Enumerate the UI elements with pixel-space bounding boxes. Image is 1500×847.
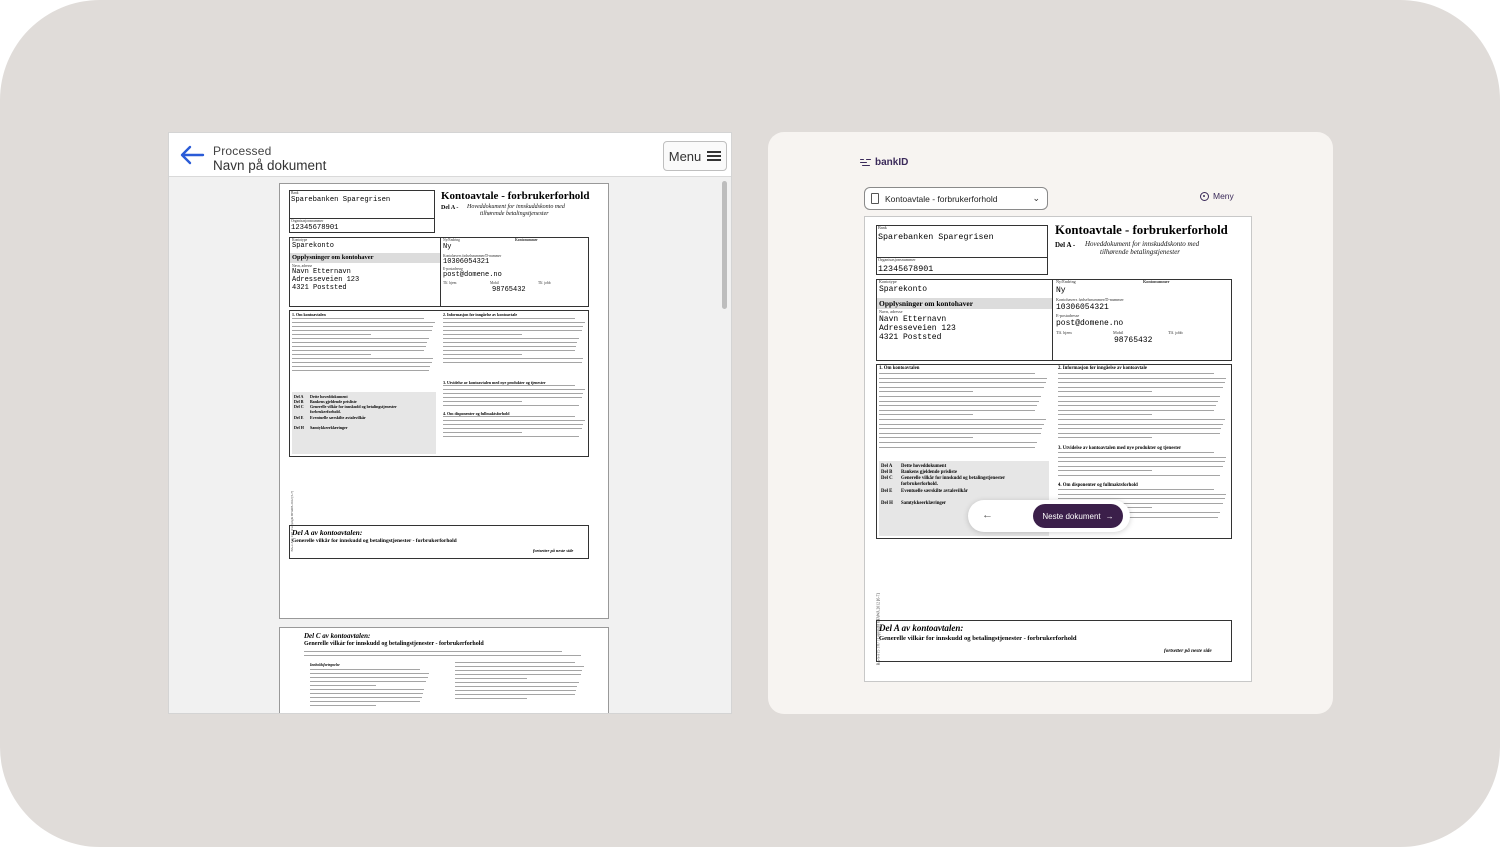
previous-document-icon[interactable]: ←: [982, 509, 993, 521]
del-c-label: Del C: [881, 476, 893, 481]
del-c-label: Del C: [294, 404, 304, 409]
fnr-value: 10306054321: [443, 258, 490, 266]
next-document-label: Neste dokument: [1042, 511, 1101, 521]
endring-value: Ny: [443, 243, 452, 251]
del-b-label: Del B: [294, 399, 304, 404]
bank-name: Sparebanken Sparegrisen: [878, 232, 994, 242]
text-line: [304, 651, 562, 652]
next-document-button[interactable]: [1033, 504, 1123, 528]
text-line: [455, 690, 576, 691]
document-title: Kontoavtale - forbrukerforhold: [1055, 223, 1228, 237]
bank-label: Bank: [291, 191, 299, 195]
tlf-label: Tlf. hjem: [443, 281, 457, 285]
bank-name: Sparebanken Sparegrisen: [291, 196, 391, 204]
bankid-brand: bankID: [875, 157, 909, 168]
chevron-down-icon: ⌄: [1032, 193, 1040, 203]
mobil-value: 98765432: [1114, 336, 1153, 345]
bank-label: Bank: [878, 225, 887, 230]
text-line: [443, 393, 583, 394]
text-line: [1058, 466, 1223, 467]
document-page-1: [279, 183, 609, 619]
text-line: [310, 697, 422, 698]
bankid-logo: [860, 157, 908, 168]
text-line: [443, 322, 585, 323]
text-line: [443, 326, 583, 327]
text-line: [292, 326, 433, 327]
text-line: [443, 330, 582, 331]
opplysninger-heading: Opplysninger om kontohaver: [879, 299, 974, 308]
text-line: [879, 414, 973, 415]
text-line: [292, 346, 426, 347]
navn-label: Navn, adresse: [879, 309, 903, 314]
document-preview: [864, 216, 1252, 682]
document-navigation: [968, 500, 1130, 532]
text-line: [455, 674, 581, 675]
meny-button[interactable]: [1200, 191, 1234, 201]
text-line: [455, 698, 527, 699]
text-line: [292, 350, 424, 351]
page2-subheading: Generelle vilkår for innskudd og betalingstjenester - forbrukerforhold: [304, 641, 484, 647]
text-line: [879, 396, 1041, 397]
fnr-label: Kontohavers fødselsnummer/D-nummer: [443, 254, 502, 258]
text-line: [292, 358, 433, 359]
text-line: [292, 342, 427, 343]
text-line: [443, 342, 577, 343]
text-line: [1058, 494, 1226, 495]
opplysninger-heading: Opplysninger om kontohaver: [292, 254, 374, 261]
bankid-signing-panel: [768, 132, 1333, 714]
text-line: [292, 362, 432, 363]
text-line: [310, 689, 424, 690]
del-c-text-2: forbrukerforhold.: [901, 482, 938, 487]
tlf-jobb-label: Tlf. jobb: [1168, 330, 1183, 335]
menu-button-label: Menu: [668, 148, 702, 164]
poststed-value: 4321 Poststed: [292, 284, 347, 292]
document-subtitle-2: tilhørende betalingstjenester: [480, 211, 549, 217]
tlf-jobb-label: Tlf. jobb: [538, 281, 551, 285]
text-line: [455, 694, 575, 695]
meny-label: Meny: [1213, 191, 1234, 201]
org-label: Organisasjonsnummer: [291, 219, 324, 223]
text-line: [879, 401, 1039, 402]
del-h-text: Samtykkeerklæringer: [901, 501, 947, 506]
document-page-2: [279, 627, 609, 714]
page2-toc: Innholdsfortegnelse: [310, 663, 340, 667]
epost-label: E-postadresse: [443, 267, 463, 271]
arrow-right-icon: →: [1105, 511, 1114, 521]
text-line: [443, 432, 522, 433]
text-line: [879, 410, 1035, 411]
tlf-label: Tlf. hjem: [1056, 330, 1072, 335]
document-name: Navn på dokument: [213, 158, 327, 173]
text-line: [1058, 452, 1214, 453]
section-4-heading: 4. Om disponenter og fullmaktsforhold: [1058, 483, 1138, 488]
text-line: [443, 362, 582, 363]
del-a-text: Dette hoveddokument: [901, 464, 947, 469]
text-line: [1058, 433, 1220, 434]
text-line: [443, 401, 522, 402]
hamburger-icon: [707, 151, 721, 161]
text-line: [443, 397, 582, 398]
text-line: [1058, 457, 1226, 458]
del-c-text: Generelle vilkår for innskudd og betalingstjenester: [901, 476, 1006, 481]
text-line: [310, 685, 376, 686]
text-line: [310, 677, 428, 678]
text-line: [1058, 475, 1220, 476]
text-line: [1058, 428, 1221, 429]
text-line: [1058, 378, 1226, 379]
del-a-label: Del A: [294, 394, 304, 399]
text-line: [443, 405, 579, 406]
section-2-heading: 2. Informasjon før inngåelse av kontoavtale: [1058, 366, 1147, 371]
text-line: [1058, 396, 1220, 397]
kontonummer-label: Kontonummer: [1143, 279, 1170, 284]
kontonummer-label: Kontonummer: [515, 238, 538, 242]
bankid-mark-icon: [860, 159, 872, 167]
gear-icon: [1200, 192, 1209, 201]
del-e-label: Del E: [294, 415, 304, 420]
text-line: [1058, 437, 1152, 438]
text-line: [455, 662, 575, 663]
navn-value: Navn Etternavn: [879, 315, 947, 324]
del-h-text: Samtykkeerklæringer: [310, 425, 348, 430]
side-print-text: BA-x-F15 1/07 | Copyright BFAWA 2012 [6-7]: [876, 593, 881, 666]
text-line: [455, 678, 527, 679]
text-line: [292, 338, 429, 339]
text-line: [1058, 373, 1214, 374]
footer-heading: Del A av kontoavtalen:: [879, 623, 964, 633]
scrollbar[interactable]: [722, 181, 727, 309]
text-line: [310, 669, 420, 670]
side-print-text: BA-x-F15 1/07 | Copyright BFAWA 2012 [6-7]: [289, 491, 294, 552]
document-subtitle-prefix: Del A -: [1055, 241, 1076, 249]
kontotype-value: Sparekonto: [879, 285, 928, 294]
text-line: [292, 318, 424, 319]
mobil-label: Mobil: [490, 281, 499, 285]
section-3-heading: 3. Utvidelse av kontoavtalen med nye produkter og tjenester: [1058, 446, 1182, 451]
del-a-text: Dette hoveddokument: [310, 394, 348, 399]
section-2-heading: 2. Informasjon før inngåelse av kontoavtale: [443, 312, 518, 317]
text-line: [1058, 470, 1152, 471]
document-subtitle: Hoveddokument for innskuddskonto med: [467, 204, 565, 210]
mobil-value: 98765432: [492, 286, 526, 294]
text-line: [1058, 401, 1218, 402]
document-select-value: Kontoavtale - forbrukerforhold: [885, 193, 998, 204]
text-line: [1058, 414, 1152, 415]
epost-label: E-postadresse: [1056, 313, 1080, 318]
epost-value: post@domene.no: [1056, 319, 1124, 328]
text-line: [443, 436, 579, 437]
fnr-label: Kontohavers fødselsnummer/D-nummer: [1056, 297, 1124, 302]
document-file-icon: [871, 193, 879, 204]
text-line: [443, 318, 575, 319]
text-line: [879, 382, 1046, 383]
text-line: [292, 366, 430, 367]
footer-subheading: Generelle vilkår for innskudd og betalingstjenester - forbrukerforhold: [879, 635, 1077, 642]
text-line: [879, 405, 1037, 406]
text-line: [304, 655, 581, 656]
text-line: [879, 424, 1044, 425]
del-e-label: Del E: [881, 489, 893, 494]
text-line: [455, 682, 579, 683]
text-line: [310, 705, 376, 706]
del-b-text: Bankens gjeldende prisliste: [310, 399, 357, 404]
text-line: [879, 373, 1035, 374]
text-line: [443, 334, 522, 335]
text-line: [443, 424, 583, 425]
text-line: [443, 420, 585, 421]
text-line: [1058, 419, 1225, 420]
text-line: [879, 437, 973, 438]
section-3-heading: 3. Utvidelse av kontoavtalen med nye produkter og tjenester: [443, 380, 546, 385]
kontotype-label: Kontotype: [292, 238, 308, 242]
text-line: [443, 428, 582, 429]
text-line: [879, 447, 1035, 448]
text-line: [443, 358, 583, 359]
section-1-heading: 1. Om kontoavtalen: [292, 312, 326, 317]
text-line: [292, 330, 432, 331]
del-e-text: Eventuelle særskilte avtalevilkår: [310, 415, 366, 420]
navn-value: Navn Etternavn: [292, 268, 351, 276]
org-number: 12345678901: [291, 224, 339, 232]
footer-continued: fortsetter på neste side: [533, 548, 574, 553]
del-b-text: Bankens gjeldende prisliste: [901, 470, 957, 475]
org-number: 12345678901: [878, 264, 934, 274]
footer-heading: Del A av kontoavtalen:: [292, 528, 363, 537]
text-line: [1058, 424, 1223, 425]
endring-value: Ny: [1056, 286, 1066, 295]
page2-heading: Del C av kontoavtalen:: [304, 632, 371, 640]
document-title: Kontoavtale - forbrukerforhold: [441, 190, 590, 202]
text-line: [443, 338, 579, 339]
document-select[interactable]: [864, 187, 1048, 210]
text-line: [443, 350, 575, 351]
text-line: [1058, 382, 1225, 383]
text-line: [1058, 489, 1214, 490]
document-subtitle: Hoveddokument for innskuddskonto med: [1085, 240, 1200, 248]
adresse-value: Adresseveien 123: [292, 276, 360, 284]
del-h-label: Del H: [881, 501, 893, 506]
text-line: [879, 391, 973, 392]
org-label: Organisasjonsnummer: [878, 257, 916, 262]
text-line: [879, 428, 1042, 429]
back-arrow-icon[interactable]: [179, 144, 205, 166]
del-b-label: Del B: [881, 470, 893, 475]
text-line: [292, 322, 435, 323]
text-line: [310, 693, 423, 694]
text-line: [292, 334, 371, 335]
kontotype-label: Kontotype: [879, 279, 897, 284]
text-line: [879, 419, 1046, 420]
fnr-value: 10306054321: [1056, 303, 1109, 312]
processed-document-viewer: [168, 132, 732, 714]
text-line: [292, 370, 429, 371]
menu-button[interactable]: [663, 141, 727, 171]
document-subtitle-2: tilhørende betalingstjenester: [1100, 248, 1181, 256]
footer-continued: fortsetter på neste side: [1164, 648, 1212, 654]
del-c-text-2: forbrukerforhold.: [310, 409, 341, 414]
del-h-label: Del H: [294, 425, 304, 430]
kontotype-value: Sparekonto: [292, 242, 335, 250]
poststed-value: 4321 Poststed: [879, 333, 942, 342]
epost-value: post@domene.no: [443, 271, 502, 279]
text-line: [292, 354, 371, 355]
mobil-label: Mobil: [1113, 330, 1124, 335]
text-line: [443, 389, 585, 390]
text-line: [443, 385, 575, 386]
text-line: [443, 416, 575, 417]
text-line: [879, 387, 1044, 388]
navn-label: Navn, adresse: [292, 264, 313, 268]
endring-label: Ny/Endring: [443, 238, 460, 242]
section-1-heading: 1. Om kontoavtalen: [879, 366, 920, 371]
text-line: [1058, 405, 1216, 406]
del-a-label: Del A: [881, 464, 893, 469]
document-subtitle-prefix: Del A -: [441, 205, 459, 211]
viewer-header: [169, 133, 732, 177]
text-line: [310, 701, 420, 702]
text-line: [443, 346, 576, 347]
text-line: [879, 378, 1047, 379]
del-c-text: Generelle vilkår for innskudd og betalingstjenester: [310, 404, 397, 409]
adresse-value: Adresseveien 123: [879, 324, 956, 333]
text-line: [455, 670, 582, 671]
text-line: [443, 354, 522, 355]
text-line: [1058, 387, 1223, 388]
text-line: [1058, 461, 1225, 462]
endring-label: Ny/Endring: [1056, 279, 1076, 284]
section-4-heading: 4. Om disponenter og fullmaktsforhold: [443, 411, 510, 416]
text-line: [455, 686, 577, 687]
text-line: [879, 442, 1037, 443]
text-line: [1058, 410, 1214, 411]
document-status: Processed: [213, 144, 272, 158]
text-line: [879, 433, 1041, 434]
footer-subheading: Generelle vilkår for innskudd og betalingstjenester - forbrukerforhold: [292, 538, 457, 544]
text-line: [455, 666, 584, 667]
text-line: [310, 681, 426, 682]
text-line: [310, 673, 429, 674]
text-line: [1058, 391, 1152, 392]
del-e-text: Eventuelle særskilte avtalevilkår: [901, 489, 968, 494]
